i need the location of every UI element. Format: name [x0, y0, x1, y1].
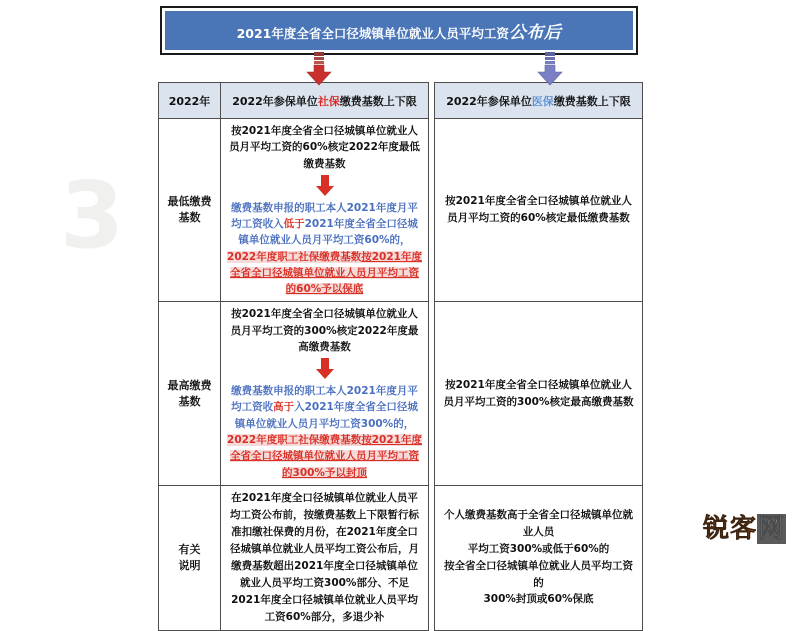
table-row [159, 485, 643, 630]
site-logo-part1: 锐客 [702, 514, 757, 544]
shebao-max-d5: 按2021年度全省全口径城镇单位就业人员月平均工资的300%予以封顶 [230, 433, 422, 479]
header-yibao-emphasis: 医保 [531, 94, 554, 108]
purple-down-arrow-icon [537, 52, 563, 86]
row-label-line1: 最低缴费 [167, 195, 212, 209]
header-shebao-emphasis: 社保 [317, 94, 340, 108]
cell-yibao-min-base: 按2021年度全省全口径城镇单位就业人员月平均工资的60%核定最低缴费基数 [435, 119, 643, 302]
shebao-min-d4: 2022年度职工社保缴费基数 [227, 250, 362, 263]
watermark-text: 3 [60, 162, 125, 269]
comparison-table-area [158, 82, 642, 631]
comparison-table [158, 82, 643, 631]
red-down-arrow-icon [315, 358, 335, 380]
cell-shebao-min-base [221, 119, 429, 302]
header-shebao-suffix: 缴费基数上下限 [339, 94, 417, 108]
row-label-line2: 基数 [178, 211, 201, 225]
page-title-emphasis: 公布后 [508, 23, 562, 43]
shebao-min-d1: 缴费基数申报的职工本人2021年度月平均工资收入 [231, 201, 418, 231]
cell-yibao-notes [435, 485, 643, 630]
row-label-line2: 基数 [178, 394, 201, 408]
shebao-min-d5: 按2021年度全省全口径城镇单位就业人员月平均工资的60%予以保底 [230, 250, 422, 296]
yibao-note-line: 300%封顶或60%保底 [483, 593, 594, 606]
row-label-line1: 最高缴费 [167, 378, 212, 392]
shebao-min-top-text: 按2021年度全省全口径城镇单位就业人员月平均工资的60%核定2022年度最低缴费基数 [229, 125, 420, 170]
header-shebao-cell [221, 83, 429, 119]
page-title [237, 18, 562, 43]
header-yibao-prefix: 2022年参保单位 [446, 94, 532, 108]
header-shebao-prefix: 2022年参保单位 [232, 94, 318, 108]
table-row [159, 302, 643, 485]
shebao-max-d3: 入2021年度全省全口径城镇单位就业人员月平均工资300%的， [234, 401, 418, 430]
shebao-max-top-text: 按2021年度全省全口径城镇单位就业人员月平均工资的300%核定2022年度最高缴费基数 [230, 308, 419, 353]
page-title-main: 2021年度全省全口径城镇单位就业人员平均工资 [236, 26, 509, 41]
row-label-min-base [159, 119, 221, 302]
cell-shebao-notes: 在2021年度全口径城镇单位就业人员平均工资公布前，按缴费基数上下限暂行标准扣缴社保费的月份，在2021年度全口径城镇单位就业人员平均工资公布后，月缴费基数超出2021年度全口径城镇单位就业人员平均工资300%部分、不足2021年度全口径城镇单位就业人员平均工资60%部分，多退少补 [221, 485, 429, 630]
table-header-row [159, 83, 643, 119]
cell-shebao-max-base [221, 302, 429, 485]
shebao-max-d4: 2022年度职工社保缴费基数 [227, 433, 362, 446]
shebao-max-d2: 高于 [273, 401, 295, 414]
yibao-note-line: 按全省全口径城镇单位就业人员平均工资的 [444, 559, 633, 589]
shebao-max-d1: 缴费基数申报的职工本人2021年度月平均工资收 [231, 385, 418, 414]
site-logo [703, 516, 786, 542]
header-year-cell: 2022年 [159, 83, 221, 119]
cell-yibao-max-base: 按2021年度全省全口径城镇单位就业人员月平均工资的300%核定最高缴费基数 [435, 302, 643, 485]
row-label-notes [159, 485, 221, 630]
row-label-line1: 有关 [178, 542, 201, 556]
shebao-max-detail [226, 383, 423, 481]
red-down-arrow-icon [306, 52, 332, 86]
header-yibao-cell [435, 83, 643, 119]
shebao-min-d2: 低于 [283, 218, 305, 231]
yibao-note-line: 个人缴费基数高于全省全口径城镇单位就业人员 [444, 509, 633, 539]
table-row [159, 119, 643, 302]
yibao-note-line: 平均工资300%或低于60%的 [467, 542, 610, 555]
header-yibao-suffix: 缴费基数上下限 [553, 94, 631, 108]
row-label-line2: 说明 [178, 558, 201, 572]
title-banner [160, 6, 638, 55]
title-banner-inner [165, 11, 633, 50]
shebao-min-detail [226, 200, 423, 298]
red-down-arrow-icon [315, 175, 335, 197]
site-logo-part2: 网 [757, 514, 785, 544]
shebao-min-d3: 2021年度全省全口径城镇单位就业人员月平均工资60%的， [238, 218, 418, 247]
row-label-max-base [159, 302, 221, 485]
